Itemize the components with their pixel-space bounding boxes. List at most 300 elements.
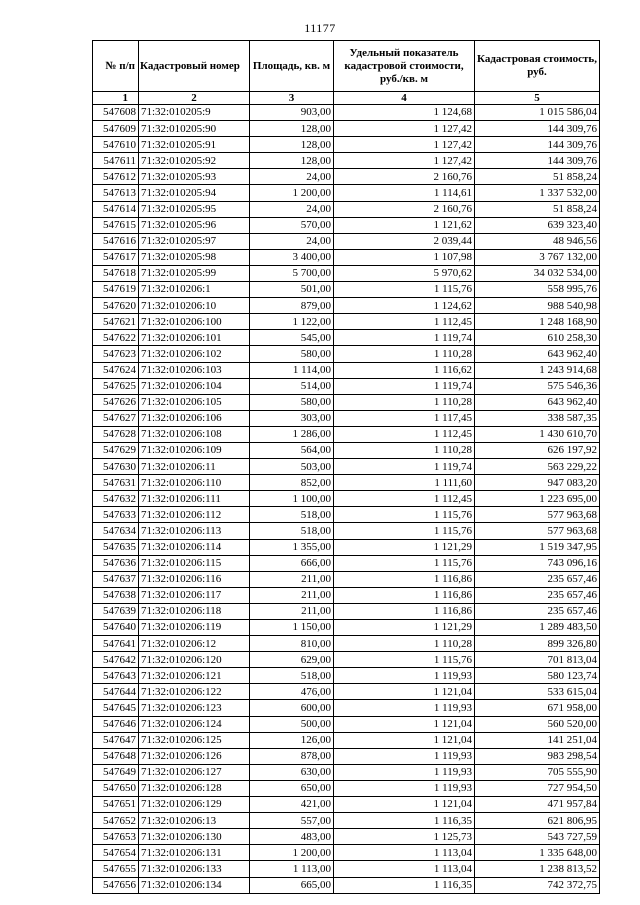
cadastral-number: 71:32:010205:95 [139,201,250,217]
unit-value-cell: 1 121,29 [334,620,475,636]
table-row [93,668,600,684]
unit-value-cell: 1 113,04 [334,845,475,861]
unit-value-cell: 1 116,86 [334,603,475,619]
row-number: 547614 [93,201,139,217]
table-row [93,217,600,233]
cadastral-number: 71:32:010206:130 [139,829,250,845]
cadastral-number: 71:32:010206:106 [139,410,250,426]
area-cell: 5 700,00 [250,265,334,281]
row-number: 547648 [93,748,139,764]
cadastral-number: 71:32:010205:96 [139,217,250,233]
area-cell: 518,00 [250,507,334,523]
cadastral-value-cell: 1 243 914,68 [475,362,600,378]
cadastral-number: 71:32:010205:9 [139,105,250,121]
cadastral-value-cell: 577 963,68 [475,523,600,539]
row-number: 547652 [93,813,139,829]
unit-value-cell: 1 110,28 [334,636,475,652]
area-cell: 128,00 [250,121,334,137]
row-number: 547622 [93,330,139,346]
area-cell: 518,00 [250,668,334,684]
unit-value-cell: 1 116,35 [334,813,475,829]
unit-value-cell: 2 160,76 [334,201,475,217]
unit-value-cell: 1 124,68 [334,105,475,121]
table-row [93,620,600,636]
row-number: 547633 [93,507,139,523]
row-number: 547618 [93,265,139,281]
row-number: 547630 [93,459,139,475]
table-row [93,523,600,539]
unit-value-cell: 1 127,42 [334,153,475,169]
row-number: 547651 [93,797,139,813]
table-row [93,571,600,587]
cadastral-number: 71:32:010206:134 [139,877,250,893]
table-row [93,636,600,652]
cadastral-value-cell: 235 657,46 [475,603,600,619]
row-number: 547631 [93,475,139,491]
table-row [93,845,600,861]
cadastral-value-cell: 1 335 648,00 [475,845,600,861]
cadastral-value-cell: 1 289 483,50 [475,620,600,636]
row-number: 547619 [93,282,139,298]
unit-value-cell: 2 039,44 [334,233,475,249]
unit-value-cell: 1 119,74 [334,459,475,475]
table-header-row [93,41,600,92]
area-cell: 903,00 [250,105,334,121]
cadastral-value-cell: 643 962,40 [475,394,600,410]
unit-value-cell: 1 119,93 [334,780,475,796]
cadastral-value-cell: 580 123,74 [475,668,600,684]
unit-value-cell: 1 119,93 [334,748,475,764]
row-number: 547655 [93,861,139,877]
table-row [93,362,600,378]
area-cell: 665,00 [250,877,334,893]
cadastral-number: 71:32:010206:114 [139,539,250,555]
row-number: 547609 [93,121,139,137]
cadastral-value-cell: 533 615,04 [475,684,600,700]
row-number: 547634 [93,523,139,539]
table-row [93,603,600,619]
area-cell: 128,00 [250,153,334,169]
table-row [93,153,600,169]
cadastral-value-cell: 671 958,00 [475,700,600,716]
column-index-4: 4 [334,92,475,105]
row-number: 547642 [93,652,139,668]
cadastral-number: 71:32:010206:113 [139,523,250,539]
area-cell: 211,00 [250,603,334,619]
unit-value-cell: 1 116,35 [334,877,475,893]
table-row [93,330,600,346]
cadastral-value-cell: 48 946,56 [475,233,600,249]
unit-value-cell: 1 115,76 [334,555,475,571]
area-cell: 630,00 [250,764,334,780]
table-row [93,410,600,426]
column-index-2: 2 [139,92,250,105]
area-cell: 24,00 [250,233,334,249]
area-cell: 564,00 [250,442,334,458]
table-row [93,475,600,491]
unit-value-cell: 1 119,93 [334,700,475,716]
area-cell: 545,00 [250,330,334,346]
area-cell: 1 122,00 [250,314,334,330]
cadastral-number: 71:32:010206:12 [139,636,250,652]
cadastral-value-cell: 727 954,50 [475,780,600,796]
area-cell: 476,00 [250,684,334,700]
cadastral-value-cell: 563 229,22 [475,459,600,475]
table-row [93,121,600,137]
cadastral-number: 71:32:010206:111 [139,491,250,507]
cadastral-number: 71:32:010206:124 [139,716,250,732]
table-row [93,346,600,362]
cadastral-number: 71:32:010206:121 [139,668,250,684]
cadastral-value-cell: 34 032 534,00 [475,265,600,281]
area-cell: 211,00 [250,587,334,603]
table-row [93,732,600,748]
unit-value-cell: 1 112,45 [334,491,475,507]
area-cell: 24,00 [250,169,334,185]
cadastral-value-cell: 701 813,04 [475,652,600,668]
column-header-area: Площадь, кв. м [250,41,334,92]
unit-value-cell: 1 115,76 [334,523,475,539]
row-number: 547646 [93,716,139,732]
unit-value-cell: 1 127,42 [334,121,475,137]
row-number: 547629 [93,442,139,458]
area-cell: 1 100,00 [250,491,334,507]
cadastral-value-cell: 144 309,76 [475,121,600,137]
table-row [93,201,600,217]
cadastral-number: 71:32:010206:128 [139,780,250,796]
row-number: 547608 [93,105,139,121]
row-number: 547610 [93,137,139,153]
row-number: 547636 [93,555,139,571]
table-row [93,539,600,555]
unit-value-cell: 1 121,04 [334,716,475,732]
area-cell: 666,00 [250,555,334,571]
cadastral-value-cell: 643 962,40 [475,346,600,362]
cadastral-number: 71:32:010206:122 [139,684,250,700]
area-cell: 503,00 [250,459,334,475]
unit-value-cell: 1 124,62 [334,298,475,314]
unit-value-cell: 1 121,04 [334,732,475,748]
row-number: 547627 [93,410,139,426]
cadastral-value-cell: 1 337 532,00 [475,185,600,201]
cadastral-value-table [92,40,600,894]
cadastral-number: 71:32:010205:97 [139,233,250,249]
cadastral-number: 71:32:010206:123 [139,700,250,716]
cadastral-number: 71:32:010206:103 [139,362,250,378]
cadastral-number: 71:32:010206:110 [139,475,250,491]
row-number: 547611 [93,153,139,169]
table-row [93,684,600,700]
cadastral-value-cell: 639 323,40 [475,217,600,233]
cadastral-value-cell: 1 238 813,52 [475,861,600,877]
cadastral-number: 71:32:010206:1 [139,282,250,298]
table-row [93,555,600,571]
cadastral-number: 71:32:010205:99 [139,265,250,281]
cadastral-value-cell: 3 767 132,00 [475,249,600,265]
area-cell: 1 200,00 [250,845,334,861]
unit-value-cell: 1 115,76 [334,507,475,523]
cadastral-number: 71:32:010206:102 [139,346,250,362]
column-header-cadastral-value: Кадастровая стоимость, руб. [475,41,600,92]
cadastral-number: 71:32:010206:13 [139,813,250,829]
area-cell: 303,00 [250,410,334,426]
cadastral-number: 71:32:010206:100 [139,314,250,330]
table-row [93,797,600,813]
area-cell: 629,00 [250,652,334,668]
unit-value-cell: 1 115,76 [334,652,475,668]
row-number: 547621 [93,314,139,330]
unit-value-cell: 1 116,86 [334,587,475,603]
unit-value-cell: 1 119,74 [334,330,475,346]
table-row [93,829,600,845]
table-row [93,314,600,330]
table-row [93,748,600,764]
area-cell: 1 286,00 [250,426,334,442]
table-row [93,507,600,523]
cadastral-value-cell: 51 858,24 [475,169,600,185]
area-cell: 518,00 [250,523,334,539]
unit-value-cell: 1 110,28 [334,394,475,410]
unit-value-cell: 1 111,60 [334,475,475,491]
unit-value-cell: 1 119,74 [334,378,475,394]
table-row [93,780,600,796]
area-cell: 1 355,00 [250,539,334,555]
table-row [93,169,600,185]
page-number: 11177 [304,21,336,35]
cadastral-value-cell: 988 540,98 [475,298,600,314]
table-row [93,700,600,716]
area-cell: 852,00 [250,475,334,491]
unit-value-cell: 5 970,62 [334,265,475,281]
table-row [93,861,600,877]
row-number: 547626 [93,394,139,410]
cadastral-value-cell: 575 546,36 [475,378,600,394]
area-cell: 500,00 [250,716,334,732]
table-row [93,813,600,829]
table-row [93,233,600,249]
table-row [93,298,600,314]
column-header-unit-value: Удельный показатель кадастровой стоимости, руб./кв. м [334,41,475,92]
unit-value-cell: 1 116,86 [334,571,475,587]
unit-value-cell: 1 117,45 [334,410,475,426]
table-row [93,394,600,410]
row-number: 547613 [93,185,139,201]
table-body [93,105,600,894]
cadastral-value-cell: 621 806,95 [475,813,600,829]
table-row [93,282,600,298]
cadastral-value-cell: 947 083,20 [475,475,600,491]
row-number: 547649 [93,764,139,780]
table-row [93,587,600,603]
area-cell: 128,00 [250,137,334,153]
column-index-row [93,92,600,105]
column-header-cadastral-number: Кадастровый номер [139,41,250,92]
area-cell: 421,00 [250,797,334,813]
row-number: 547645 [93,700,139,716]
cadastral-value-cell: 743 096,16 [475,555,600,571]
cadastral-value-cell: 471 957,84 [475,797,600,813]
cadastral-number: 71:32:010206:101 [139,330,250,346]
cadastral-value-cell: 1 248 168,90 [475,314,600,330]
cadastral-value-cell: 610 258,30 [475,330,600,346]
cadastral-value-cell: 626 197,92 [475,442,600,458]
table-row [93,378,600,394]
table-row [93,877,600,893]
table-row [93,105,600,121]
row-number: 547654 [93,845,139,861]
cadastral-number: 71:32:010206:116 [139,571,250,587]
area-cell: 810,00 [250,636,334,652]
cadastral-value-cell: 705 555,90 [475,764,600,780]
unit-value-cell: 1 114,61 [334,185,475,201]
unit-value-cell: 1 107,98 [334,249,475,265]
unit-value-cell: 1 121,04 [334,684,475,700]
column-header-number: № п/п [93,41,139,92]
area-cell: 650,00 [250,780,334,796]
area-cell: 557,00 [250,813,334,829]
area-cell: 580,00 [250,346,334,362]
table-row [93,764,600,780]
cadastral-value-cell: 235 657,46 [475,587,600,603]
area-cell: 24,00 [250,201,334,217]
unit-value-cell: 1 121,29 [334,539,475,555]
cadastral-value-cell: 899 326,80 [475,636,600,652]
row-number: 547650 [93,780,139,796]
cadastral-number: 71:32:010206:126 [139,748,250,764]
cadastral-value-cell: 1 519 347,95 [475,539,600,555]
cadastral-number: 71:32:010205:93 [139,169,250,185]
cadastral-number: 71:32:010206:109 [139,442,250,458]
unit-value-cell: 1 119,93 [334,764,475,780]
cadastral-number: 71:32:010206:105 [139,394,250,410]
cadastral-value-cell: 577 963,68 [475,507,600,523]
area-cell: 501,00 [250,282,334,298]
cadastral-value-cell: 983 298,54 [475,748,600,764]
cadastral-value-cell: 742 372,75 [475,877,600,893]
cadastral-number: 71:32:010206:118 [139,603,250,619]
cadastral-value-cell: 1 430 610,70 [475,426,600,442]
row-number: 547616 [93,233,139,249]
column-index-1: 1 [93,92,139,105]
cadastral-value-cell: 144 309,76 [475,137,600,153]
cadastral-number: 71:32:010206:120 [139,652,250,668]
area-cell: 3 400,00 [250,249,334,265]
table-row [93,442,600,458]
cadastral-number: 71:32:010205:98 [139,249,250,265]
cadastral-value-cell: 558 995,76 [475,282,600,298]
area-cell: 878,00 [250,748,334,764]
column-index-3: 3 [250,92,334,105]
table-row [93,265,600,281]
row-number: 547620 [93,298,139,314]
unit-value-cell: 1 119,93 [334,668,475,684]
cadastral-number: 71:32:010206:112 [139,507,250,523]
cadastral-number: 71:32:010206:133 [139,861,250,877]
cadastral-number: 71:32:010206:127 [139,764,250,780]
row-number: 547638 [93,587,139,603]
row-number: 547624 [93,362,139,378]
cadastral-value-cell: 144 309,76 [475,153,600,169]
cadastral-number: 71:32:010206:131 [139,845,250,861]
area-cell: 1 114,00 [250,362,334,378]
unit-value-cell: 1 121,04 [334,797,475,813]
area-cell: 580,00 [250,394,334,410]
table-row [93,459,600,475]
cadastral-number: 71:32:010206:104 [139,378,250,394]
area-cell: 1 200,00 [250,185,334,201]
area-cell: 570,00 [250,217,334,233]
cadastral-value-cell: 1 223 695,00 [475,491,600,507]
cadastral-number: 71:32:010206:115 [139,555,250,571]
column-index-5: 5 [475,92,600,105]
table-row [93,652,600,668]
unit-value-cell: 1 127,42 [334,137,475,153]
cadastral-number: 71:32:010205:90 [139,121,250,137]
unit-value-cell: 1 113,04 [334,861,475,877]
cadastral-number: 71:32:010206:10 [139,298,250,314]
row-number: 547632 [93,491,139,507]
row-number: 547628 [93,426,139,442]
cadastral-number: 71:32:010206:125 [139,732,250,748]
cadastral-value-cell: 1 015 586,04 [475,105,600,121]
unit-value-cell: 1 112,45 [334,426,475,442]
unit-value-cell: 1 110,28 [334,442,475,458]
area-cell: 211,00 [250,571,334,587]
area-cell: 483,00 [250,829,334,845]
cadastral-number: 71:32:010206:119 [139,620,250,636]
table-row [93,491,600,507]
area-cell: 514,00 [250,378,334,394]
cadastral-value-cell: 338 587,35 [475,410,600,426]
cadastral-number: 71:32:010206:129 [139,797,250,813]
cadastral-value-cell: 51 858,24 [475,201,600,217]
table-row [93,426,600,442]
area-cell: 126,00 [250,732,334,748]
row-number: 547640 [93,620,139,636]
area-cell: 1 150,00 [250,620,334,636]
unit-value-cell: 2 160,76 [334,169,475,185]
row-number: 547615 [93,217,139,233]
row-number: 547641 [93,636,139,652]
cadastral-value-cell: 560 520,00 [475,716,600,732]
cadastral-number: 71:32:010206:117 [139,587,250,603]
area-cell: 879,00 [250,298,334,314]
table-row [93,137,600,153]
area-cell: 1 113,00 [250,861,334,877]
row-number: 547635 [93,539,139,555]
unit-value-cell: 1 112,45 [334,314,475,330]
unit-value-cell: 1 116,62 [334,362,475,378]
unit-value-cell: 1 115,76 [334,282,475,298]
area-cell: 600,00 [250,700,334,716]
table-row [93,716,600,732]
row-number: 547612 [93,169,139,185]
row-number: 547647 [93,732,139,748]
row-number: 547617 [93,249,139,265]
cadastral-value-cell: 543 727,59 [475,829,600,845]
cadastral-number: 71:32:010205:94 [139,185,250,201]
row-number: 547639 [93,603,139,619]
row-number: 547644 [93,684,139,700]
cadastral-number: 71:32:010206:108 [139,426,250,442]
row-number: 547643 [93,668,139,684]
cadastral-number: 71:32:010205:91 [139,137,250,153]
row-number: 547653 [93,829,139,845]
cadastral-number: 71:32:010205:92 [139,153,250,169]
unit-value-cell: 1 125,73 [334,829,475,845]
row-number: 547623 [93,346,139,362]
unit-value-cell: 1 110,28 [334,346,475,362]
